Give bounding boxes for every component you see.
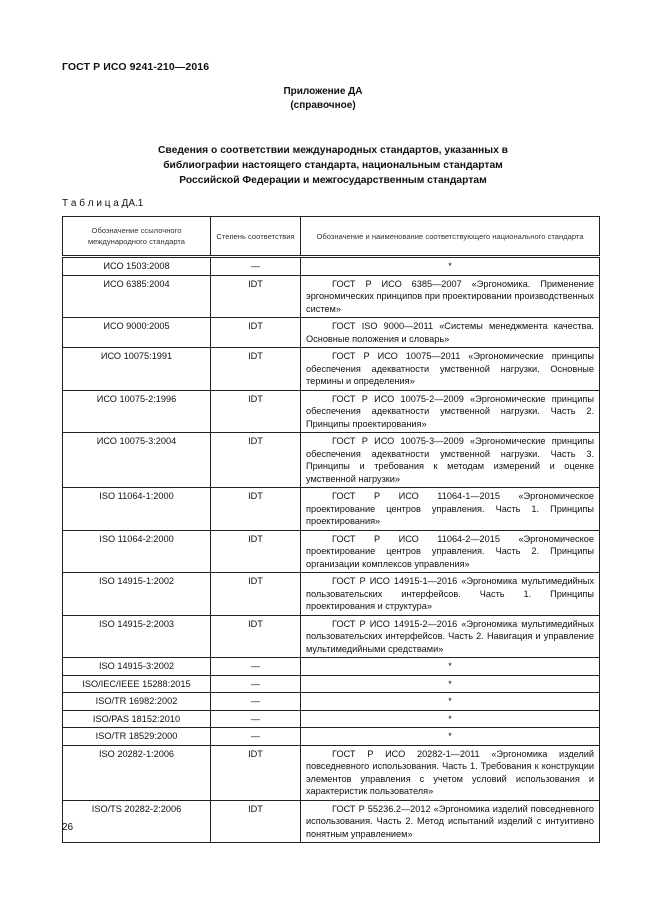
table-row	[63, 693, 600, 711]
table-row	[63, 275, 600, 318]
cell-degree: —	[211, 658, 301, 676]
cell-degree: IDT	[211, 433, 301, 488]
cell-reference-standard: ISO/TR 16982:2002	[63, 693, 211, 711]
appendix-title: Приложение ДА	[283, 86, 363, 97]
cell-reference-standard: ISO/TR 18529:2000	[63, 728, 211, 746]
column-header-reference-standard: Обозначение ссылочного международного стандарта	[63, 217, 211, 257]
cell-national-standard: ГОСТ Р ИСО 11064-1—2015 «Эргономическое проектирование центров управления. Часть 1. Принципы проектирования»	[301, 488, 600, 531]
cell-degree: IDT	[211, 530, 301, 573]
cell-reference-standard: ИСО 6385:2004	[63, 275, 211, 318]
page-number: 26	[62, 822, 74, 833]
section-title-line: библиографии настоящего стандарта, национальным стандартам	[163, 160, 503, 171]
document-code-header: ГОСТ Р ИСО 9241-210—2016	[62, 61, 210, 73]
cell-national-standard: *	[301, 728, 600, 746]
section-title-line: Российской Федерации и межгосударственным стандартам	[179, 175, 487, 186]
table-row	[63, 710, 600, 728]
cell-degree: —	[211, 675, 301, 693]
cell-national-standard: ГОСТ Р ИСО 20282-1—2011 «Эргономика изделий повседневного использования. Часть 1. Требования к конструкции элементов управления с учетом условий использования и характеристик пользователя»	[301, 745, 600, 800]
cell-national-standard: ГОСТ ISO 9000—2011 «Системы менеджмента качества. Основные положения и словарь»	[301, 318, 600, 348]
table-row	[63, 348, 600, 391]
table-row	[63, 433, 600, 488]
cell-degree: —	[211, 710, 301, 728]
section-title	[100, 143, 566, 188]
cell-reference-standard: ISO 14915-2:2003	[63, 615, 211, 658]
table-row	[63, 675, 600, 693]
cell-degree: IDT	[211, 318, 301, 348]
cell-national-standard: *	[301, 710, 600, 728]
cell-reference-standard: ИСО 10075:1991	[63, 348, 211, 391]
cell-reference-standard: ISO 11064-2:2000	[63, 530, 211, 573]
cell-degree: IDT	[211, 348, 301, 391]
cell-degree: IDT	[211, 800, 301, 843]
cell-national-standard: *	[301, 257, 600, 276]
correspondence-table	[62, 216, 600, 843]
cell-reference-standard: ISO 14915-1:2002	[63, 573, 211, 616]
table-row	[63, 488, 600, 531]
cell-national-standard: ГОСТ Р ИСО 10075-2—2009 «Эргономические принципы обеспечения адекватности умственной нагрузки. Часть 2. Принципы проектирования»	[301, 390, 600, 433]
table-row	[63, 728, 600, 746]
table-body	[63, 257, 600, 843]
cell-reference-standard: ИСО 10075-2:1996	[63, 390, 211, 433]
cell-reference-standard: ISO/TS 20282-2:2006	[63, 800, 211, 843]
cell-reference-standard: ISO 14915-3:2002	[63, 658, 211, 676]
cell-degree: —	[211, 257, 301, 276]
cell-reference-standard: ИСО 9000:2005	[63, 318, 211, 348]
table-row	[63, 573, 600, 616]
cell-reference-standard: ISO/PAS 18152:2010	[63, 710, 211, 728]
cell-reference-standard: ИСО 10075-3:2004	[63, 433, 211, 488]
table-row	[63, 800, 600, 843]
table-row	[63, 615, 600, 658]
column-header-degree: Степень соответствия	[211, 217, 301, 257]
cell-national-standard: ГОСТ Р ИСО 14915-2—2016 «Эргономика мультимедийных пользовательских интерфейсов. Часть 2. Навигация и управление мультимедийными средствами»	[301, 615, 600, 658]
appendix-subtitle: (справочное)	[290, 100, 356, 111]
cell-national-standard: ГОСТ Р ИСО 6385—2007 «Эргономика. Применение эргономических принципов при проектировании производственных систем»	[301, 275, 600, 318]
cell-degree: IDT	[211, 745, 301, 800]
column-header-national-standard: Обозначение и наименование соответствующего национального стандарта	[301, 217, 600, 257]
table-row	[63, 257, 600, 276]
cell-national-standard: *	[301, 675, 600, 693]
table-row	[63, 530, 600, 573]
table-row	[63, 658, 600, 676]
cell-degree: —	[211, 693, 301, 711]
table-row	[63, 318, 600, 348]
cell-national-standard: *	[301, 658, 600, 676]
table-row	[63, 390, 600, 433]
table-row	[63, 745, 600, 800]
cell-reference-standard: ИСО 1503:2008	[63, 257, 211, 276]
section-title-line: Сведения о соответствии международных стандартов, указанных в	[158, 145, 508, 156]
cell-degree: —	[211, 728, 301, 746]
cell-national-standard: ГОСТ Р ИСО 14915-1—2016 «Эргономика мультимедийных пользовательских интерфейсов. Часть 1. Принципы проектирования и структура»	[301, 573, 600, 616]
cell-national-standard: ГОСТ Р ИСО 10075-3—2009 «Эргономические принципы обеспечения адекватности умственной нагрузки. Часть 3. Принципы и требования к методам измерений и оценке умственной нагрузки»	[301, 433, 600, 488]
cell-national-standard: *	[301, 693, 600, 711]
cell-national-standard: ГОСТ Р ИСО 11064-2—2015 «Эргономическое проектирование центров управления. Часть 2. Принципы организации комплексов управления»	[301, 530, 600, 573]
cell-degree: IDT	[211, 488, 301, 531]
cell-reference-standard: ISO/IEC/IEEE 15288:2015	[63, 675, 211, 693]
cell-degree: IDT	[211, 573, 301, 616]
table-caption: Т а б л и ц а ДА.1	[62, 198, 144, 209]
cell-degree: IDT	[211, 615, 301, 658]
cell-national-standard: ГОСТ Р 55236.2—2012 «Эргономика изделий повседневного использования. Часть 2. Метод испытаний изделий с интуитивно понятным управлением»	[301, 800, 600, 843]
cell-degree: IDT	[211, 390, 301, 433]
table-header-row	[63, 217, 600, 257]
cell-degree: IDT	[211, 275, 301, 318]
cell-reference-standard: ISO 20282-1:2006	[63, 745, 211, 800]
cell-reference-standard: ISO 11064-1:2000	[63, 488, 211, 531]
cell-national-standard: ГОСТ Р ИСО 10075—2011 «Эргономические принципы обеспечения адекватности умственной нагрузки. Основные термины и определения»	[301, 348, 600, 391]
